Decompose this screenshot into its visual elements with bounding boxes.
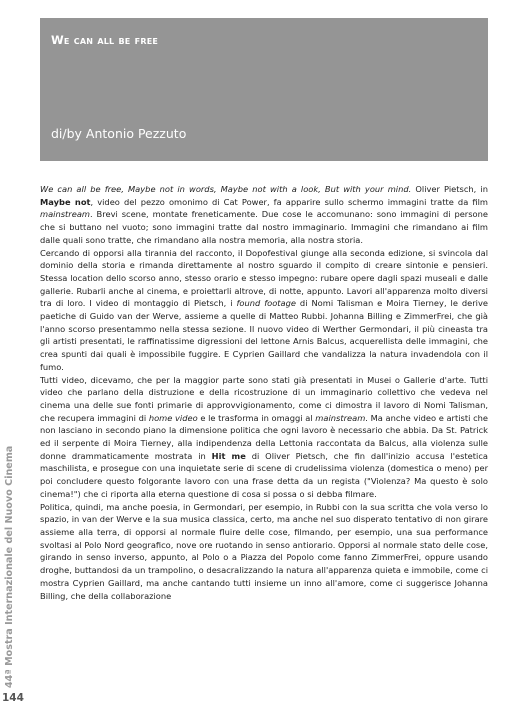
work-title: Maybe not xyxy=(40,196,91,207)
article-author: di/by Antonio Pezzuto xyxy=(51,126,187,141)
emphasis: found footage xyxy=(236,298,296,309)
vertical-festival-label: 44ª Mostra Internazionale del Nuovo Cinema xyxy=(4,445,15,688)
epigraph-quote: We can all be free, Maybe not in words, Maybe not with a look, But with your mind. xyxy=(40,184,412,194)
paragraph-2 xyxy=(40,247,488,374)
paragraph-3 xyxy=(40,374,488,501)
text-run: e le trasforma in omaggi al xyxy=(197,412,316,423)
work-title: Hit me xyxy=(211,450,246,461)
text-run: . Ma anche video e artisti che non lasciano in secondo piano la dimensione politica che ogni lavoro è necessario che abbia. Da St. Patrick ed il serpente di Moira Tierney, alla indipendenza della Lettonia raccontata da Balcus, alla violenza sulle donne drammaticamente mostrata in xyxy=(40,412,488,461)
text-run: di Oliver Pietsch, che fin dall'inizio accusa l'estetica maschilista, e prosegue con una inquietate serie di scene di crudelissima violenza (domestica o meno) per poi concludere questo folgorante lavoro con una frase detta da un regista ("Violenza? Ma questo è solo cinema!") che ci riporta alla eterna questione di cosa si possa o si debba filmare. xyxy=(40,450,488,499)
text-run: , video del pezzo omonimo di Cat Power, fa apparire sullo schermo immagini tratte da film xyxy=(90,196,488,207)
emphasis: mainstream xyxy=(40,209,90,220)
page-number: 144 xyxy=(2,692,24,704)
title-banner xyxy=(40,18,488,161)
paragraph-1 xyxy=(40,183,488,247)
text-run: Cercando di opporsi alla tirannia del racconto, il Dopofestival giunge alla seconda edizione, si svincola dal dominio della storia e rimanda direttamente al nostro sguardo il compito di creare sintonie e pensieri. Stessa location dello scorso anno, stesso orario e stesso impegno: rubare opere dagli spazi museali e dalle gallerie. Rubarli anche al cinema, e proiettarli altrove, di notte, appunto. Lavori all'apparenza molto diversi tra di loro. I video di montaggio di Pietsch, i xyxy=(40,247,488,309)
text-run: di Nomi Talisman e Moira Tierney, le derive paetiche di Guido van der Werve, assieme a quelle di Matteo Rubbi. Johanna Billing e ZimmerFrei, che già l'anno scorso presentammo nella stessa sezione. Il nuovo video di Werther Germondari, il più cineasta tra gli artisti presentati, le raffinatissime digressioni del lettone Arnis Balcus, acquerellista delle immagini, che crea spunti dai quali è impossibile fuggire. E Cyprien Gaillard che vandalizza la natura invadendola con il fumo. xyxy=(40,298,488,372)
text-run: . Brevi scene, montate freneticamente. Due cose le accomunano: sono immagini di persone che si buttano nel vuoto; sono immagini tratte dal nostro immaginario. Immagini che rimandano ai film dalle quali sono tratte, che rimandano alla nostra memoria, alla nostra storia. xyxy=(40,209,488,245)
emphasis: home video xyxy=(148,412,198,423)
text-run: Tutti video, dicevamo, che per la maggior parte sono stati già presentati in Musei o Gallerie d'arte. Tutti video che parlano della distruzione e della ricostruzione di un immaginario collettivo che vedeva nel cinema una delle sue fonti primarie di approvvigionamento, come ci dimostra il lavoro di Nomi Talisman, che recupera immagini di xyxy=(40,374,488,423)
article-body xyxy=(40,183,488,602)
emphasis: mainstream xyxy=(315,412,366,423)
text-run: Politica, quindi, ma anche poesia, in Germondari, per esempio, in Rubbi con la sua scritta che vola verso lo spazio, in van der Werve e la sua musica classica, certo, ma anche nel suo disperato tentativo di non girare assieme alla terra, di opporsi al normale fluire delle cose, filmando, per esempio, una sua performance svoltasi al Polo Nord geografico, nove ore ruotando in senso antiorario. Opporsi al normale stato delle cose, girando in senso inverso, appunto, al Polo o a Piazza del Popolo come fanno ZimmerFrei, oppure usando droghe, buttandosi da un trampolino, o desacralizzando la natura all'apparenza quieta e immobile, come ci mostra Cyprien Gaillard, ma anche cantando tutti insieme un inno all'amore, come ci suggerisce Johanna Billing, che della collaborazione xyxy=(40,501,488,601)
text-run: Oliver Pietsch, in xyxy=(411,184,488,194)
paragraph-4 xyxy=(40,501,488,603)
article-title: We can all be free xyxy=(51,33,159,47)
